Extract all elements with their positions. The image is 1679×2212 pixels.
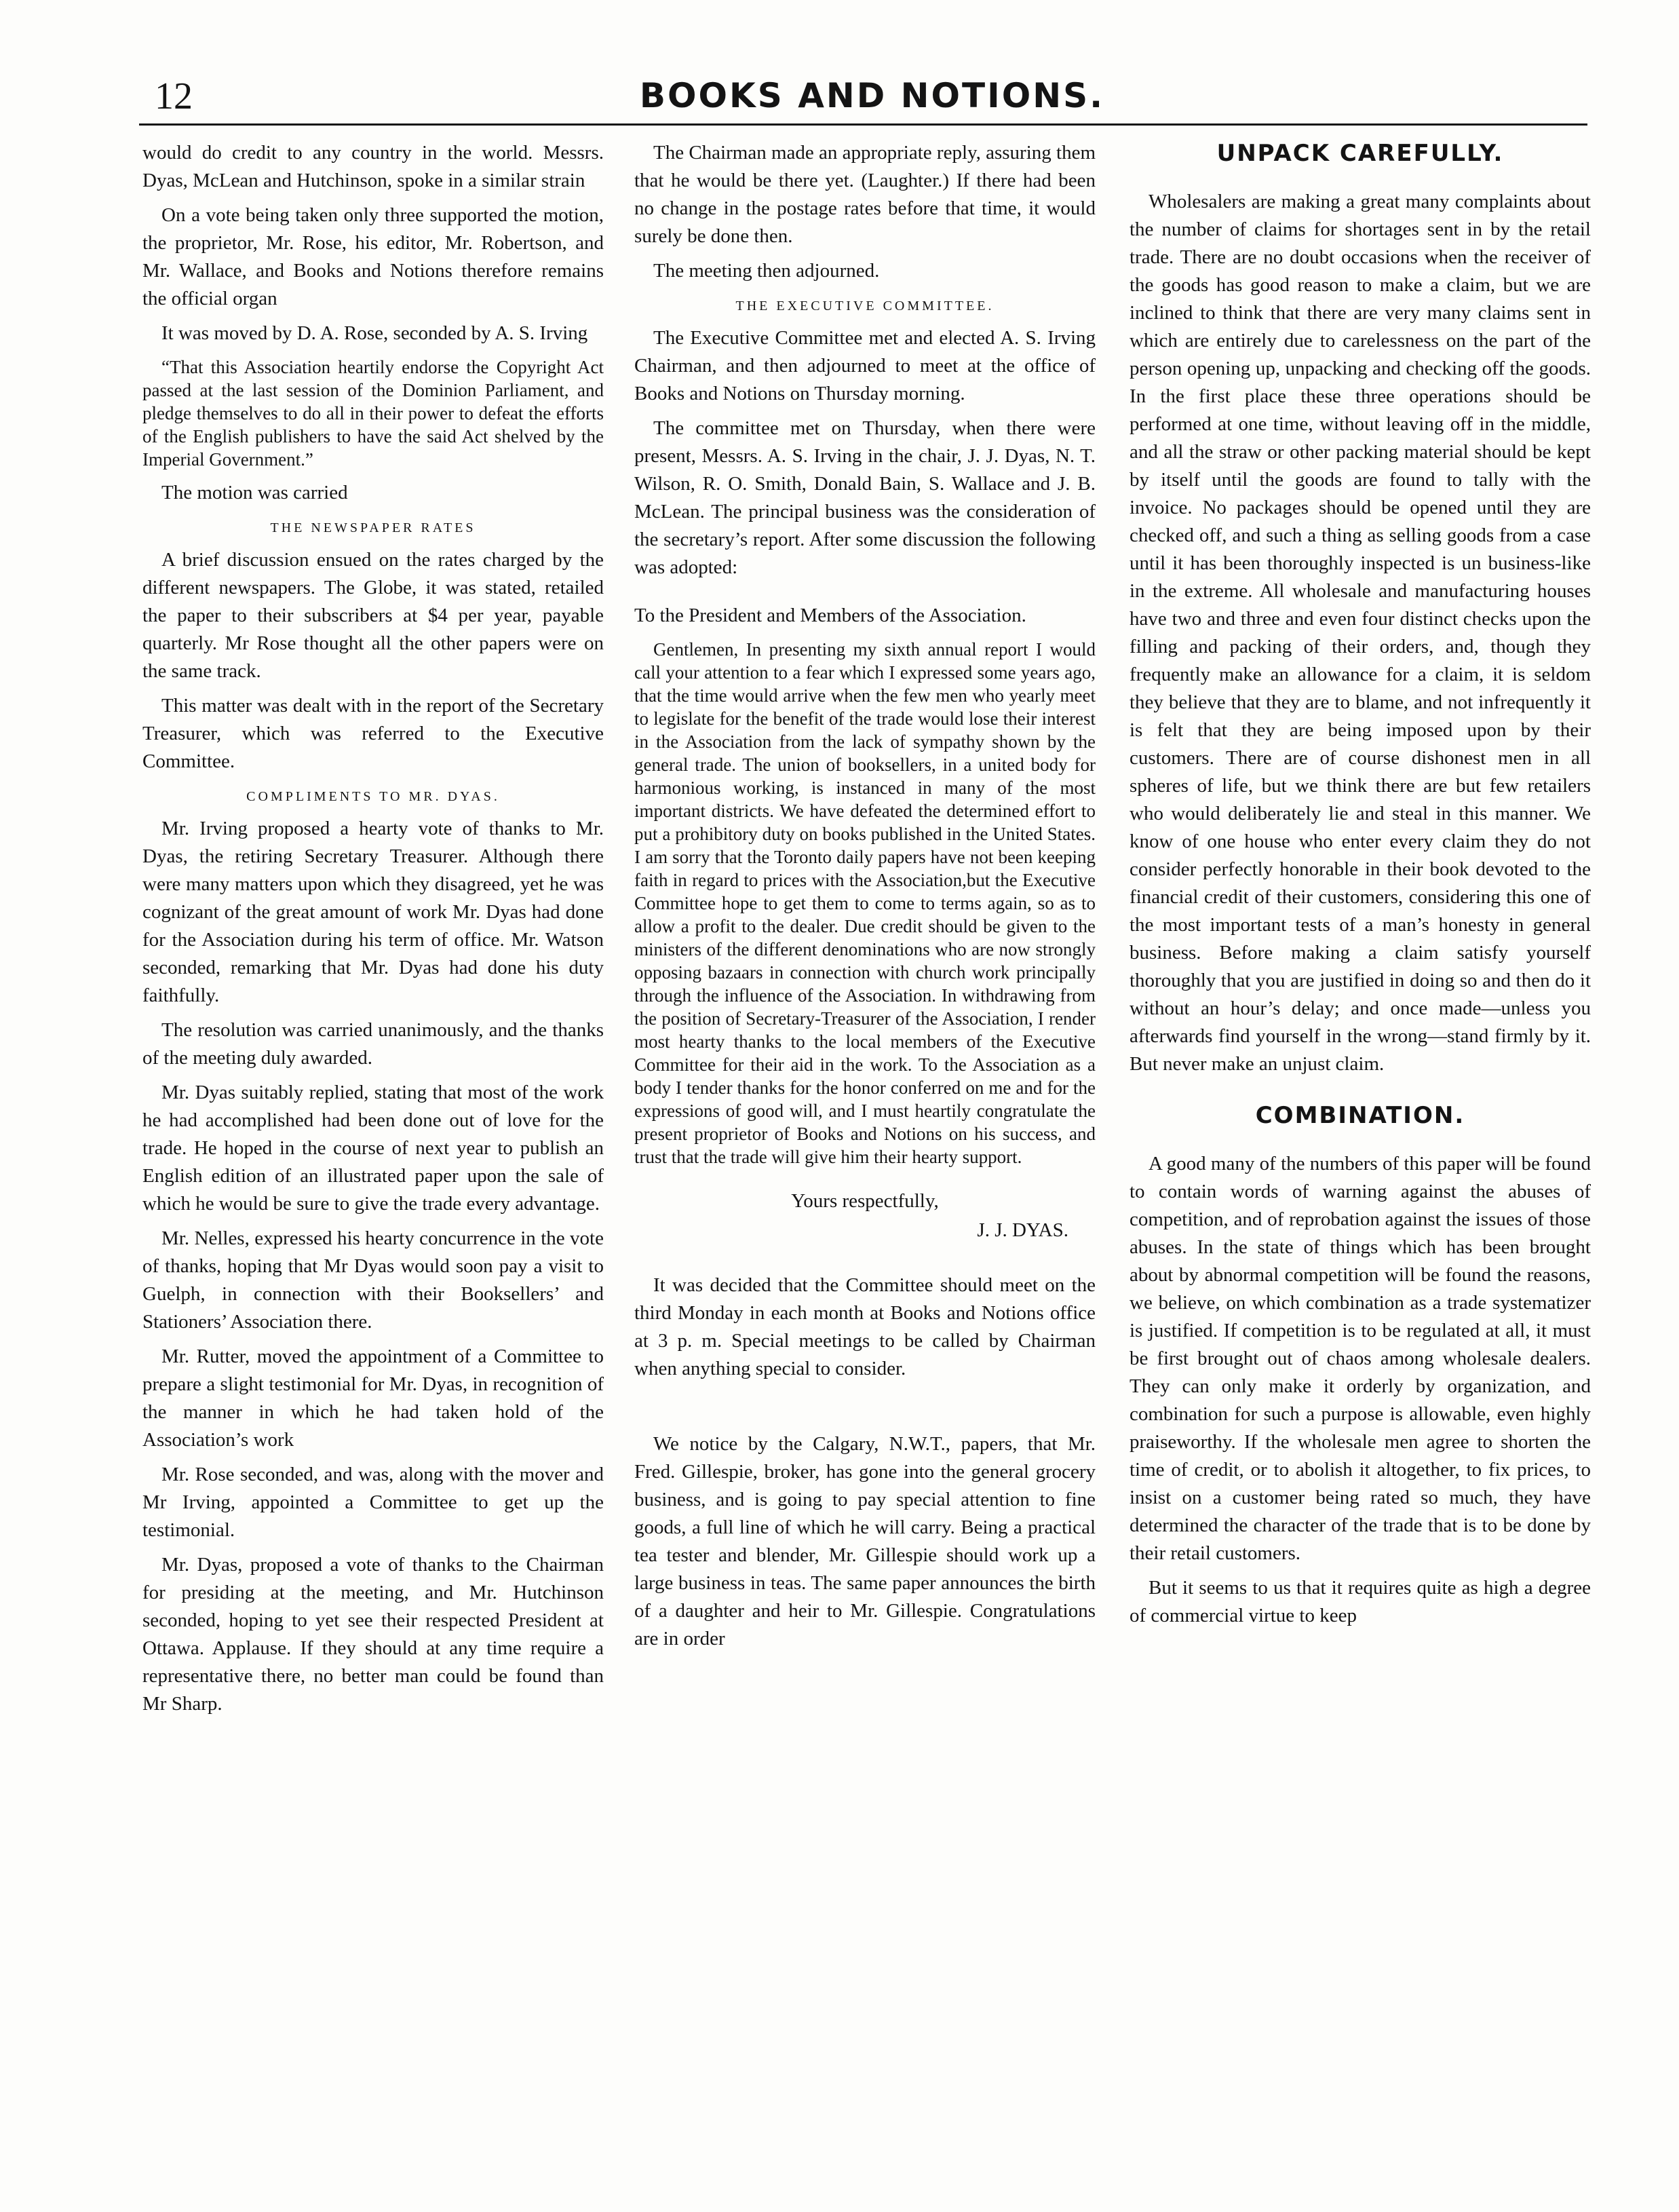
paragraph: The resolution was carried unanimously, and the thanks of the meeting duly awarded.: [142, 1019, 604, 1069]
paragraph: The meeting then adjourned.: [653, 260, 880, 282]
spacer: [1130, 1085, 1591, 1101]
copyright-resolution: “That this Association heartily endorse the Copyright Act passed at the last session of the Dominion Parliament, and pledge themselves to do all in their power to defeat the efforts of the English publishers to have the said Act shelved by the Imperial Government.”: [142, 357, 604, 470]
page-header: [155, 66, 1589, 128]
paragraph: The Executive Committee met and elected A. S. Irving Chairman, and then adjourned to meet at the office of Books and Notions on Thursday morning.: [634, 327, 1096, 404]
column-1: [142, 139, 604, 1725]
paragraph: The committee met on Thursday, when there were present, Messrs. A. S. Irving in the chair, J. J. Dyas, N. T. Wilson, R. O. Smith, Donald Bain, S. Wallace and J. B. McLean. The principal business was the consideration of the secretary’s report. After some discussion the following was adopted:: [634, 417, 1096, 578]
paragraph: Mr. Nelles, expressed his hearty concurrence in the vote of thanks, hoping that Mr Dyas would soon pay a visit to Guelph, in connection with their Booksellers’ and Stationers’ Association there.: [142, 1227, 604, 1333]
header-rule: [139, 123, 1587, 126]
secretary-report-letter: Gentlemen, In presenting my sixth annual report I would call your attention to a fear which I expressed some years ago, that the time would arrive when the few men who yearly meet to legislate for the benefit of the trade would lose their interest in the Association from the lack of sympathy shown by the general trade. The union of booksellers, in a united body for harmonious working, is instanced in many of the most important districts. We have defeated the determined effort to put a prohibitory duty on books published in the United States. I am sorry that the Toronto daily papers have not been keeping faith in regard to prices with the Association,but the Executive Committee hope to get them to come to terms again, so as to allow a profit to the dealer. Due credit should be given to the ministers of the different denominations who are now strongly opposing bazaars in connection with church work principally through the influence of the Association. In withdrawing from the position of Secretary-Treasurer of the Association, I render most hearty thanks to the local members of the Executive Committee for their aid in the work. To the Association as a body I tender thanks for the honor conferred on me and for the expressions of good will, and I must heartily congratulate the present proprietor of Books and Notions on his success, and trust that the trade will give him their hearty support.: [634, 639, 1096, 1167]
paragraph: Mr. Dyas suitably replied, stating that most of the work he had accomplished had been done out of love for the trade. He hoped in the course of next year to publish an English edition of an illustrated paper upon the sale of which he would be sure to give the trade every advantage.: [142, 1082, 604, 1215]
paragraph: It was decided that the Committee should meet on the third Monday in each month at Books and Notions office at 3 p. m. Special meetings to be called by Chairman when anything special to consider.: [634, 1274, 1096, 1379]
letter-addressee: To the President and Members of the Association.: [634, 605, 1026, 626]
paragraph: It was moved by D. A. Rose, seconded by A. S. Irving: [161, 322, 588, 344]
paragraph: We notice by the Calgary, N.W.T., papers, that Mr. Fred. Gillespie, broker, has gone into the general grocery business, and is going to pay special attention to fine goods, a full line of which he will carry. Being a practical tea tester and blender, Mr. Gillespie should work up a large business in teas. The same paper announces the birth of a daughter and heir to Mr. Gillespie. Congratulations are in order: [634, 1433, 1096, 1650]
column-3: [1130, 139, 1591, 1637]
letter-signature: J. J. DYAS.: [977, 1219, 1068, 1241]
paragraph: But it seems to us that it requires quite as high a degree of commercial virtue to keep: [1130, 1577, 1591, 1626]
subhead-executive-committee: THE EXECUTIVE COMMITTEE.: [735, 299, 995, 313]
subhead-compliments: COMPLIMENTS TO MR. DYAS.: [246, 789, 500, 804]
paragraph: Wholesalers are making a great many complaints about the number of claims for shortages sent in by the retail trade. There are no doubt occasions when the receiver of the goods has good reason to make a claim, but we are inclined to think that there are very many claims sent in which are entirely due to carelessness on the part of the person opening up, unpacking and checking off the goods. In the first place these three operations should be performed at one time, without leaving off in the middle, and all the straw or other packing material should be kept by itself until the goods are found to tally with the invoice. No packages should be opened until they are checked off, and such a thing as selling goods from a case until it has been thoroughly inspected is un business-like in the extreme. All wholesale and manufacturing houses have two and three and even four distinct checks upon the filling and packing of their orders, and, though they frequently make an allowance for a claim, it is seldom they believe that they are to blame, and not infrequently it is felt that they are being imposed upon by their customers. There are of course dishonest men in all spheres of life, but we think there are but few retailers who would deliberately lie and steal in this manner. We know of one house who enter every claim they do not consider perfectly honorable in their book devoted to the financial credit of their customers, considering this one of the most important tests of a man’s honesty in general business. Before making a claim satisfy yourself thoroughly that you are justified in doing so and then do it without an hour’s delay; and once made—unless you afterwards find yourself in the wrong—stand firmly by it. But never make an unjust claim.: [1130, 191, 1591, 1075]
paragraph: This matter was dealt with in the report of the Secretary Treasurer, which was referred to the Executive Committee.: [142, 695, 604, 772]
paragraph: Mr. Rutter, moved the appointment of a Committee to prepare a slight testimonial for Mr. Dyas, in recognition of the manner in which he had taken hold of the Association’s work: [142, 1346, 604, 1451]
paragraph: The motion was carried: [161, 482, 348, 503]
spacer: [634, 1390, 1096, 1430]
page-number: 12: [155, 75, 193, 117]
journal-title: BOOKS AND NOTIONS.: [639, 76, 1105, 115]
paragraph: Mr. Irving proposed a hearty vote of thanks to Mr. Dyas, the retiring Secretary Treasurer. Although there were many matters upon which they disagreed, yet he was cognizant of the great amount of work Mr. Dyas had done for the Association during his term of office. Mr. Watson seconded, remarking that Mr. Dyas had done his duty faithfully.: [142, 818, 604, 1006]
section-title-combination: COMBINATION.: [1255, 1102, 1465, 1129]
paragraph: A brief discussion ensued on the rates charged by the different newspapers. The Globe, it was stated, retailed the paper to their subscribers at $4 per year, payable quarterly. Mr Rose thought all the other papers were on the same track.: [142, 549, 604, 682]
paragraph: would do credit to any country in the world. Messrs. Dyas, McLean and Hutchinson, spoke in a similar strain: [142, 142, 604, 191]
paragraph: Mr. Rose seconded, and was, along with the mover and Mr Irving, appointed a Committee to get up the testimonial.: [142, 1464, 604, 1541]
section-title-unpack-carefully: UNPACK CAREFULLY.: [1216, 140, 1504, 167]
paragraph: A good many of the numbers of this paper will be found to contain words of warning against the abuses of competition, and of reprobation against the issues of those abuses. In the state of things which has been brought about by abnormal competition will be found the reasons, we believe, on which combination as a trade systematizer is justified. If competition is to be regulated at all, it must be first brought out of chaos among wholesale dealers. They can only make it orderly by organization, and combination for such a purpose is allowable, even highly praiseworthy. If the wholesale men agree to shorten the time of credit, or to abolish it altogether, to fix prices, to insist on a customer being rated so much, they have determined the character of the trade that is to be done by their retail customers.: [1130, 1153, 1591, 1564]
paragraph: On a vote being taken only three supported the motion, the proprietor, Mr. Rose, his editor, Mr. Robertson, and Mr. Wallace, and Books and Notions therefore remains the official organ: [142, 204, 604, 309]
letter-closing: Yours respectfully,: [791, 1190, 939, 1212]
subhead-newspaper-rates: THE NEWSPAPER RATES: [270, 520, 476, 535]
column-2: [634, 139, 1096, 1660]
paragraph: The Chairman made an appropriate reply, assuring them that he would be there yet. (Laughter.) If there had been no change in the postage rates before that time, it would surely be done then.: [634, 142, 1096, 247]
paragraph: Mr. Dyas, proposed a vote of thanks to the Chairman for presiding at the meeting, and Mr. Hutchinson seconded, hoping to yet see their respected President at Ottawa. Applause. If they should at any time require a representative there, no better man could be found than Mr Sharp.: [142, 1554, 604, 1715]
